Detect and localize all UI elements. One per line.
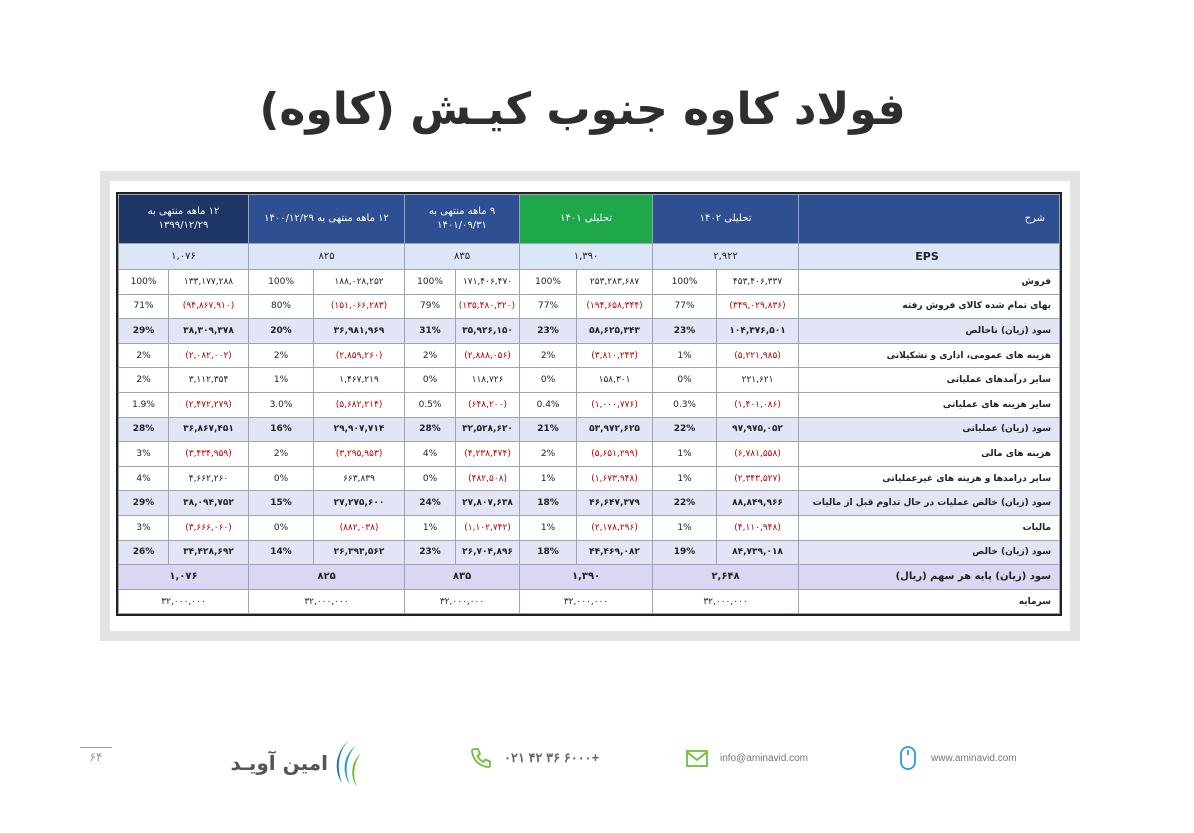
header-1401: تحلیلی ۱۴۰۱	[520, 195, 653, 244]
row-label: سود (زیان) ناخالص	[799, 319, 1060, 344]
contact-website	[895, 745, 1017, 771]
cell-percent: 1%	[249, 368, 314, 393]
cell-percent: 2%	[119, 343, 169, 368]
cell-value: (۳,۸۱۰,۲۴۳)	[577, 343, 653, 368]
cell-percent: 18%	[520, 491, 577, 516]
cell-value: (۳,۲۹۵,۹۵۳)	[314, 442, 405, 467]
page-number: ۶۴	[80, 747, 112, 764]
header-desc: شرح	[799, 195, 1060, 244]
header-12m-1399: ۱۲ ماهه منتهی به ۱۳۹۹/۱۲/۲۹	[119, 195, 249, 244]
cell-value: ۲۶,۷۰۴,۸۹۶	[456, 540, 520, 565]
cell-percent: 1%	[653, 466, 717, 491]
capital-row-value: ۳۲,۰۰۰,۰۰۰	[249, 589, 405, 614]
header-12m-1400: ۱۲ ماهه منتهی به ۱۴۰۰/۱۲/۲۹	[249, 195, 405, 244]
capital-row	[119, 589, 1060, 614]
cell-percent: 23%	[653, 319, 717, 344]
cell-value: (۲,۱۷۸,۲۹۶)	[577, 515, 653, 540]
cell-value: ۳۴,۴۲۸,۶۹۲	[169, 540, 249, 565]
cell-value: (۵,۶۸۲,۲۱۴)	[314, 392, 405, 417]
eps-1402: ۲,۹۲۲	[653, 244, 799, 270]
capital-row-value: ۳۲,۰۰۰,۰۰۰	[520, 589, 653, 614]
header-1402: تحلیلی ۱۴۰۲	[653, 195, 799, 244]
cell-percent: 0%	[249, 515, 314, 540]
page-title: فولاد کاوه جنوب کیـش (کاوه)	[259, 84, 906, 135]
cell-percent: 2%	[520, 343, 577, 368]
table-row	[119, 515, 1060, 540]
logo-text: امین آویـد	[230, 751, 328, 775]
table-row	[119, 540, 1060, 565]
cell-percent: 0.4%	[520, 392, 577, 417]
cell-value: ۴۶,۶۴۷,۳۷۹	[577, 491, 653, 516]
cell-value: (۴,۱۱۰,۹۴۸)	[717, 515, 799, 540]
cell-value: (۵,۲۲۱,۹۸۵)	[717, 343, 799, 368]
contact-phone	[468, 745, 599, 771]
cell-value: ۴۵۳,۴۰۶,۳۳۷	[717, 270, 799, 295]
cell-percent: 23%	[520, 319, 577, 344]
cell-value: ۲۶,۳۹۳,۵۶۲	[314, 540, 405, 565]
cell-value: (۶۴۸,۲۰۰)	[456, 392, 520, 417]
table-row	[119, 491, 1060, 516]
row-label: سایر درامدها و هزینه های غیرعملیاتی	[799, 466, 1060, 491]
cell-value: ۱۰۴,۳۷۶,۵۰۱	[717, 319, 799, 344]
cell-percent: 2%	[520, 442, 577, 467]
cell-percent: 4%	[405, 442, 456, 467]
cell-value: ۲۲۱,۶۲۱	[717, 368, 799, 393]
cell-value: (۱,۰۰۰,۷۷۶)	[577, 392, 653, 417]
cell-percent: 23%	[405, 540, 456, 565]
row-label: فروش	[799, 270, 1060, 295]
table-row	[119, 368, 1060, 393]
cell-value: (۲,۸۸۸,۰۵۶)	[456, 343, 520, 368]
logo-mark-icon	[330, 737, 364, 789]
cell-percent: 3%	[119, 515, 169, 540]
cell-value: ۸۸,۸۴۹,۹۶۶	[717, 491, 799, 516]
eps-row-value: ۲,۶۴۸	[653, 565, 799, 590]
cell-value: (۵,۶۵۱,۲۹۹)	[577, 442, 653, 467]
contact-email	[684, 745, 808, 771]
cell-value: ۳۶,۸۶۷,۴۵۱	[169, 417, 249, 442]
cell-value: (۳,۶۶۶,۰۶۰)	[169, 515, 249, 540]
eps-9m: ۸۳۵	[405, 244, 520, 270]
financial-table	[118, 194, 1060, 614]
cell-percent: 0.3%	[653, 392, 717, 417]
phone-text[interactable]: ۰۲۱ ۴۲ ۳۶ ۶۰۰۰+	[504, 750, 600, 765]
cell-percent: 24%	[405, 491, 456, 516]
cell-percent: 0%	[653, 368, 717, 393]
cell-percent: 100%	[119, 270, 169, 295]
cell-value: ۳۸,۰۹۴,۷۵۲	[169, 491, 249, 516]
cell-value: ۹۷,۹۷۵,۰۵۲	[717, 417, 799, 442]
cell-percent: 21%	[520, 417, 577, 442]
cell-percent: 100%	[405, 270, 456, 295]
cell-value: ۱۷۱,۴۰۶,۴۷۰	[456, 270, 520, 295]
cell-percent: 71%	[119, 294, 169, 319]
table-row	[119, 392, 1060, 417]
row-label: سایر درآمدهای عملیاتی	[799, 368, 1060, 393]
cell-value: ۱۸۸,۰۲۸,۲۵۲	[314, 270, 405, 295]
cell-value: (۳,۴۳۴,۹۵۹)	[169, 442, 249, 467]
row-label: سایر هزینه های عملیاتی	[799, 392, 1060, 417]
cell-percent: 0%	[520, 368, 577, 393]
cell-value: ۳۶,۹۸۱,۹۶۹	[314, 319, 405, 344]
cell-percent: 1%	[653, 442, 717, 467]
row-label: مالیات	[799, 515, 1060, 540]
cell-percent: 0%	[405, 466, 456, 491]
cell-percent: 31%	[405, 319, 456, 344]
cell-percent: 3.0%	[249, 392, 314, 417]
cell-percent: 1%	[405, 515, 456, 540]
cell-value: ۱۵۸,۳۰۱	[577, 368, 653, 393]
cell-value: ۳,۱۱۲,۳۵۴	[169, 368, 249, 393]
cell-percent: 14%	[249, 540, 314, 565]
table-row	[119, 417, 1060, 442]
mouse-icon	[895, 745, 921, 771]
cell-value: (۱,۱۰۲,۷۴۲)	[456, 515, 520, 540]
cell-percent: 0%	[249, 466, 314, 491]
phone-icon	[468, 745, 494, 771]
cell-value: (۱۵۱,۰۶۶,۲۸۳)	[314, 294, 405, 319]
eps-1400: ۸۲۵	[249, 244, 405, 270]
eps-row-value: ۱,۳۹۰	[520, 565, 653, 590]
table-row	[119, 294, 1060, 319]
cell-percent: 1%	[520, 515, 577, 540]
table-row	[119, 319, 1060, 344]
cell-percent: 2%	[119, 368, 169, 393]
capital-row-value: ۳۲,۰۰۰,۰۰۰	[405, 589, 520, 614]
cell-percent: 4%	[119, 466, 169, 491]
cell-value: ۴,۶۶۲,۲۶۰	[169, 466, 249, 491]
cell-value: ۸۴,۷۳۹,۰۱۸	[717, 540, 799, 565]
row-label: هزینه های عمومی، اداری و تشکیلاتی	[799, 343, 1060, 368]
cell-percent: 28%	[119, 417, 169, 442]
cell-value: ۱۳۳,۱۷۷,۲۸۸	[169, 270, 249, 295]
row-label: سود (زیان) عملیاتی	[799, 417, 1060, 442]
cell-value: (۲,۸۵۹,۲۶۰)	[314, 343, 405, 368]
cell-percent: 20%	[249, 319, 314, 344]
row-label: سود (زیان) خالص عملیات در حال تداوم قبل از مالیات	[799, 491, 1060, 516]
cell-value: ۲۷,۸۰۷,۶۳۸	[456, 491, 520, 516]
eps-row-value: ۱,۰۷۶	[119, 565, 249, 590]
cell-percent: 2%	[249, 442, 314, 467]
cell-percent: 1%	[653, 515, 717, 540]
row-label: سود (زیان) خالص	[799, 540, 1060, 565]
cell-percent: 19%	[653, 540, 717, 565]
cell-value: (۲,۳۴۳,۵۲۷)	[717, 466, 799, 491]
cell-value: (۴,۲۳۸,۴۷۴)	[456, 442, 520, 467]
mail-icon	[684, 745, 710, 771]
cell-percent: 77%	[520, 294, 577, 319]
cell-percent: 80%	[249, 294, 314, 319]
cell-value: ۵۸,۶۲۵,۳۴۳	[577, 319, 653, 344]
cell-value: (۳۴۹,۰۲۹,۸۳۶)	[717, 294, 799, 319]
footer	[0, 735, 1194, 795]
header-9m-1401: ۹ ماهه منتهی به ۱۴۰۱/۰۹/۳۱	[405, 195, 520, 244]
cell-percent: 29%	[119, 491, 169, 516]
table-row	[119, 466, 1060, 491]
table-row	[119, 270, 1060, 295]
eps-row-label: سود (زیان) پایه هر سهم (ریال)	[799, 565, 1060, 590]
eps-row	[119, 565, 1060, 590]
cell-value: ۲۷,۲۷۵,۶۰۰	[314, 491, 405, 516]
cell-percent: 0.5%	[405, 392, 456, 417]
table-row	[119, 442, 1060, 467]
cell-percent: 77%	[653, 294, 717, 319]
cell-value: ۲۹,۹۰۷,۷۱۴	[314, 417, 405, 442]
cell-percent: 18%	[520, 540, 577, 565]
cell-percent: 26%	[119, 540, 169, 565]
cell-value: (۴۸۲,۵۰۸)	[456, 466, 520, 491]
email-text[interactable]: info@aminavid.com	[720, 752, 808, 764]
cell-value: (۸۸۲,۰۳۸)	[314, 515, 405, 540]
cell-percent: 2%	[249, 343, 314, 368]
capital-row-value: ۳۲,۰۰۰,۰۰۰	[119, 589, 249, 614]
table-row	[119, 343, 1060, 368]
cell-percent: 2%	[405, 343, 456, 368]
cell-value: (۹۴,۸۶۷,۹۱۰)	[169, 294, 249, 319]
cell-percent: 29%	[119, 319, 169, 344]
cell-value: (۱,۶۷۳,۹۴۸)	[577, 466, 653, 491]
cell-percent: 3%	[119, 442, 169, 467]
cell-percent: 0%	[405, 368, 456, 393]
cell-value: (۶,۷۸۱,۵۵۸)	[717, 442, 799, 467]
cell-percent: 79%	[405, 294, 456, 319]
cell-percent: 22%	[653, 491, 717, 516]
cell-percent: 28%	[405, 417, 456, 442]
capital-row-value: ۳۲,۰۰۰,۰۰۰	[653, 589, 799, 614]
cell-value: ۳۵,۹۲۶,۱۵۰	[456, 319, 520, 344]
cell-percent: 22%	[653, 417, 717, 442]
eps-row-value: ۸۲۵	[249, 565, 405, 590]
row-label: هزینه های مالی	[799, 442, 1060, 467]
cell-percent: 1%	[520, 466, 577, 491]
company-logo	[218, 737, 368, 789]
cell-percent: 100%	[520, 270, 577, 295]
cell-value: (۲,۰۸۲,۰۰۲)	[169, 343, 249, 368]
eps-1399: ۱,۰۷۶	[119, 244, 249, 270]
eps-label: EPS	[799, 244, 1060, 270]
cell-value: ۶۶۳,۸۳۹	[314, 466, 405, 491]
cell-percent: 1.9%	[119, 392, 169, 417]
cell-percent: 15%	[249, 491, 314, 516]
cell-value: (۱۹۴,۶۵۸,۳۴۴)	[577, 294, 653, 319]
cell-value: ۲۵۳,۲۸۳,۶۸۷	[577, 270, 653, 295]
website-text[interactable]: www.aminavid.com	[931, 752, 1017, 764]
cell-value: ۳۸,۳۰۹,۳۷۸	[169, 319, 249, 344]
cell-percent: 100%	[653, 270, 717, 295]
cell-percent: 100%	[249, 270, 314, 295]
cell-percent: 16%	[249, 417, 314, 442]
cell-value: ۱,۴۶۷,۲۱۹	[314, 368, 405, 393]
cell-value: ۳۲,۵۲۸,۶۲۰	[456, 417, 520, 442]
cell-value: (۲,۴۷۲,۲۷۹)	[169, 392, 249, 417]
row-label: بهای تمام شده کالای فروش رفته	[799, 294, 1060, 319]
cell-value: ۴۴,۴۶۹,۰۸۲	[577, 540, 653, 565]
cell-value: (۱,۴۰۱,۰۸۶)	[717, 392, 799, 417]
cell-value: ۱۱۸,۷۲۶	[456, 368, 520, 393]
capital-row-label: سرمایه	[799, 589, 1060, 614]
cell-percent: 1%	[653, 343, 717, 368]
cell-value: ۵۳,۹۷۲,۶۲۵	[577, 417, 653, 442]
eps-1401: ۱,۳۹۰	[520, 244, 653, 270]
cell-value: (۱۳۵,۴۸۰,۳۲۰)	[456, 294, 520, 319]
eps-row-value: ۸۳۵	[405, 565, 520, 590]
